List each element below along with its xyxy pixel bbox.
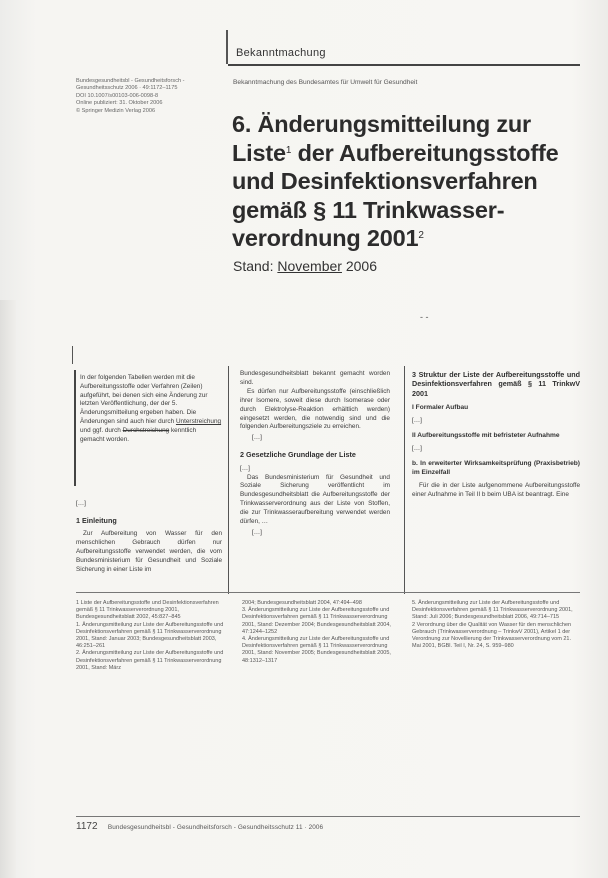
title-fragment: Liste (232, 139, 286, 166)
notice-fragment: und ggf. durch (80, 426, 123, 434)
article-meta (76, 78, 226, 115)
column-1 (76, 500, 222, 575)
footnote: 4. Änderungsmitteilung zur Liste der Aufbereitungsstoffe und Desinfektionsverfahren gemäß § 11 Trinkwasserverordnung 2001, Stand: November 2005; Bundesgesundheitsblatt 2005, 48:1312–1317 (242, 636, 391, 664)
paragraph: Es dürfen nur Aufbereitungsstoffe (einschließlich ihrer Isomere, soweit diese durch Isomerase oder durch Elektrolyse-Reaktion erhältlich werden) eingesetzt werden, die notwendig sind und die folgenden Aufbereitungsziele zu erreichen. (240, 387, 390, 431)
title-line (232, 139, 582, 168)
header-tick (226, 30, 228, 64)
meta-line: Bundesgesundheitsbl - Gesundheitsforsch - (76, 78, 185, 84)
stand-year: 2006 (341, 258, 378, 274)
column-2 (240, 370, 390, 540)
notice-text (80, 374, 222, 444)
paragraph: Bundesgesundheitsblatt bekannt gemacht worden sind. (240, 370, 390, 386)
footnotes-col-3 (412, 600, 578, 650)
notice-struck: Durchstreichung (122, 426, 170, 434)
meta-line: Gesundheitsschutz 2006 · 49:1172–1175 (76, 85, 178, 92)
ellipsis: […] (412, 417, 422, 425)
ellipsis: […] (240, 464, 250, 472)
subheading: II Aufbereitungsstoffe mit befristeter Aufnahme (412, 432, 560, 440)
meta-line: DOI 10.1007/s00103-006-0098-8 (76, 92, 159, 99)
title-fragment: der Aufbereitungsstoffe (291, 139, 559, 166)
stand-prefix: Stand: (233, 258, 278, 274)
footnote: 2 Verordnung über die Qualität von Wasser für den menschlichen Gebrauch (Trinkwasserverordnung – TrinkwV 2001), Artikel 1 der Verordnung zur Novellierung der Trinkwasserverordnung vom 21. Mai 2001, BGBl. Teil I, Nr. 24, S. 959–980 (412, 621, 572, 650)
ellipsis: […] (252, 529, 262, 536)
notice-bar (74, 370, 76, 486)
status-date (233, 258, 377, 274)
column-3 (412, 370, 580, 499)
title-line: gemäß § 11 Trinkwasser- (232, 196, 505, 223)
notice-fragment: In der folgenden Tabellen werden mit die Aufbereitungsstoffe oder Verfahren (Zeilen) aufgeführt, bei denen sich eine Änderung zur letzten Veröffentlichung, der der 5. Änderungsmitteilung ergeben haben. Die Änderungen sind auch hier durch (80, 374, 208, 425)
footnote: 1 Liste der Aufbereitungsstoffe und Desinfektionsverfahren gemäß § 11 Trinkwasserverordnung 2001, Bundesgesundheitsblatt 2002, 45:827–845 (76, 600, 219, 621)
footnote: 2. Änderungsmitteilung zur Liste der Aufbereitungsstoffe und Desinfektionsverfahren gemäß § 11 Trinkwasserverordnung 2001, Stand: März (76, 650, 224, 671)
footer-rule (76, 816, 580, 817)
announcement-line: Bekanntmachung des Bundesamtes für Umwelt für Gesundheit (233, 79, 418, 86)
notice-fragment: kenntlich gemacht worden. (80, 426, 197, 443)
title-line: und Desinfektionsverfahren (232, 168, 538, 194)
section-heading: 3 Struktur der Liste der Aufbereitungsstoffe und Desinfektionsverfahren gemäß § 11 TrinkwV 2001 (412, 370, 580, 398)
journal-reference: Bundesgesundheitsbl - Gesundheitsforsch - Gesundheitsschutz 11 · 2006 (107, 824, 324, 831)
ellipsis: […] (76, 500, 86, 507)
subheading: I Formaler Aufbau (412, 404, 469, 412)
title-line: 6. Änderungsmitteilung zur (232, 111, 532, 137)
meta-line: © Springer Medizin Verlag 2006 (76, 107, 156, 114)
footnote: 3. Änderungsmitteilung zur Liste der Aufbereitungsstoffe und Desinfektionsverfahren gemäß § 11 Trinkwasserverordnung 2001, Stand: Dezember 2004; Bundesgesundheitsblatt 2004, 47:1244–1252 (242, 607, 391, 635)
footnote: 1. Änderungsmitteilung zur Liste der Aufbereitungsstoffe und Desinfektionsverfahren gemäß § 11 Trinkwasserverordnung 2001, Stand: Januar 2003; Bundesgesundheitsblatt 2003, 46:251–261 (76, 621, 224, 650)
ellipsis: […] (412, 444, 422, 452)
page-footer (76, 821, 323, 832)
paragraph: Für die in der Liste aufgenommene Aufbereitungsstoffe einer Aufnahme in Teil II b beim UBA ist beantragt. Eine (412, 481, 580, 498)
footnote-rule (76, 592, 580, 593)
paragraph: Das Bundesministerium für Gesundheit und Soziale Sicherung veröffentlicht im Bundesgesundheitsblatt die Aufbereitungsstoffe der Trinkwasserverordnung aus der Liste von Stoffen, die zur Trinkwasseraufbereitung verwendet werden dürfen, … (240, 473, 390, 526)
footnote-ref: 1 (285, 144, 292, 156)
meta-line: Online publiziert: 31. Oktober 2006 (76, 100, 163, 107)
footnote: 2004; Bundesgesundheitsblatt 2004, 47:494–498 (242, 600, 362, 606)
footnote: 5. Änderungsmitteilung zur Liste der Aufbereitungsstoffe und Desinfektionsverfahren gemäß § 11 Trinkwasserverordnung 2001, Stand: Juli 2006; Bundesgesundheitsblatt 2006, 49:714–715 (412, 600, 573, 621)
stand-month: November (277, 258, 342, 274)
crop-mark (72, 346, 73, 364)
title-line (232, 224, 582, 253)
subheading: b. In erweiterter Wirksamkeitsprüfung (Praxisbetrieb) im Einzelfall (412, 459, 580, 476)
section-heading: 2 Gesetzliche Grundlage der Liste (240, 450, 356, 460)
ellipsis: […] (252, 434, 262, 442)
section-heading: 1 Einleitung (76, 515, 117, 525)
footnote-ref: 2 (418, 230, 424, 241)
scan-shadow (0, 300, 16, 878)
title-fragment: verordnung 2001 (232, 225, 419, 251)
dash-mark: - - (420, 312, 429, 322)
page-title (232, 110, 582, 253)
column-divider (404, 366, 405, 594)
notice-box (74, 370, 224, 486)
footnotes-col-1 (76, 600, 226, 672)
column-divider (228, 366, 229, 594)
footnotes-col-2 (242, 600, 392, 665)
header-rule (228, 64, 580, 66)
notice-underlined: Unterstreichung (175, 417, 222, 425)
paragraph: Zur Aufbereitung von Wasser für den menschlichen Gebrauch dürfen nur Aufbereitungsstoffe verwendet werden, die vom Bundesministerium für Gesundheit und Soziale Sicherung in einer Liste im (76, 530, 222, 573)
page-number: 1172 (76, 821, 98, 832)
section-label: Bekanntmachung (236, 47, 326, 59)
